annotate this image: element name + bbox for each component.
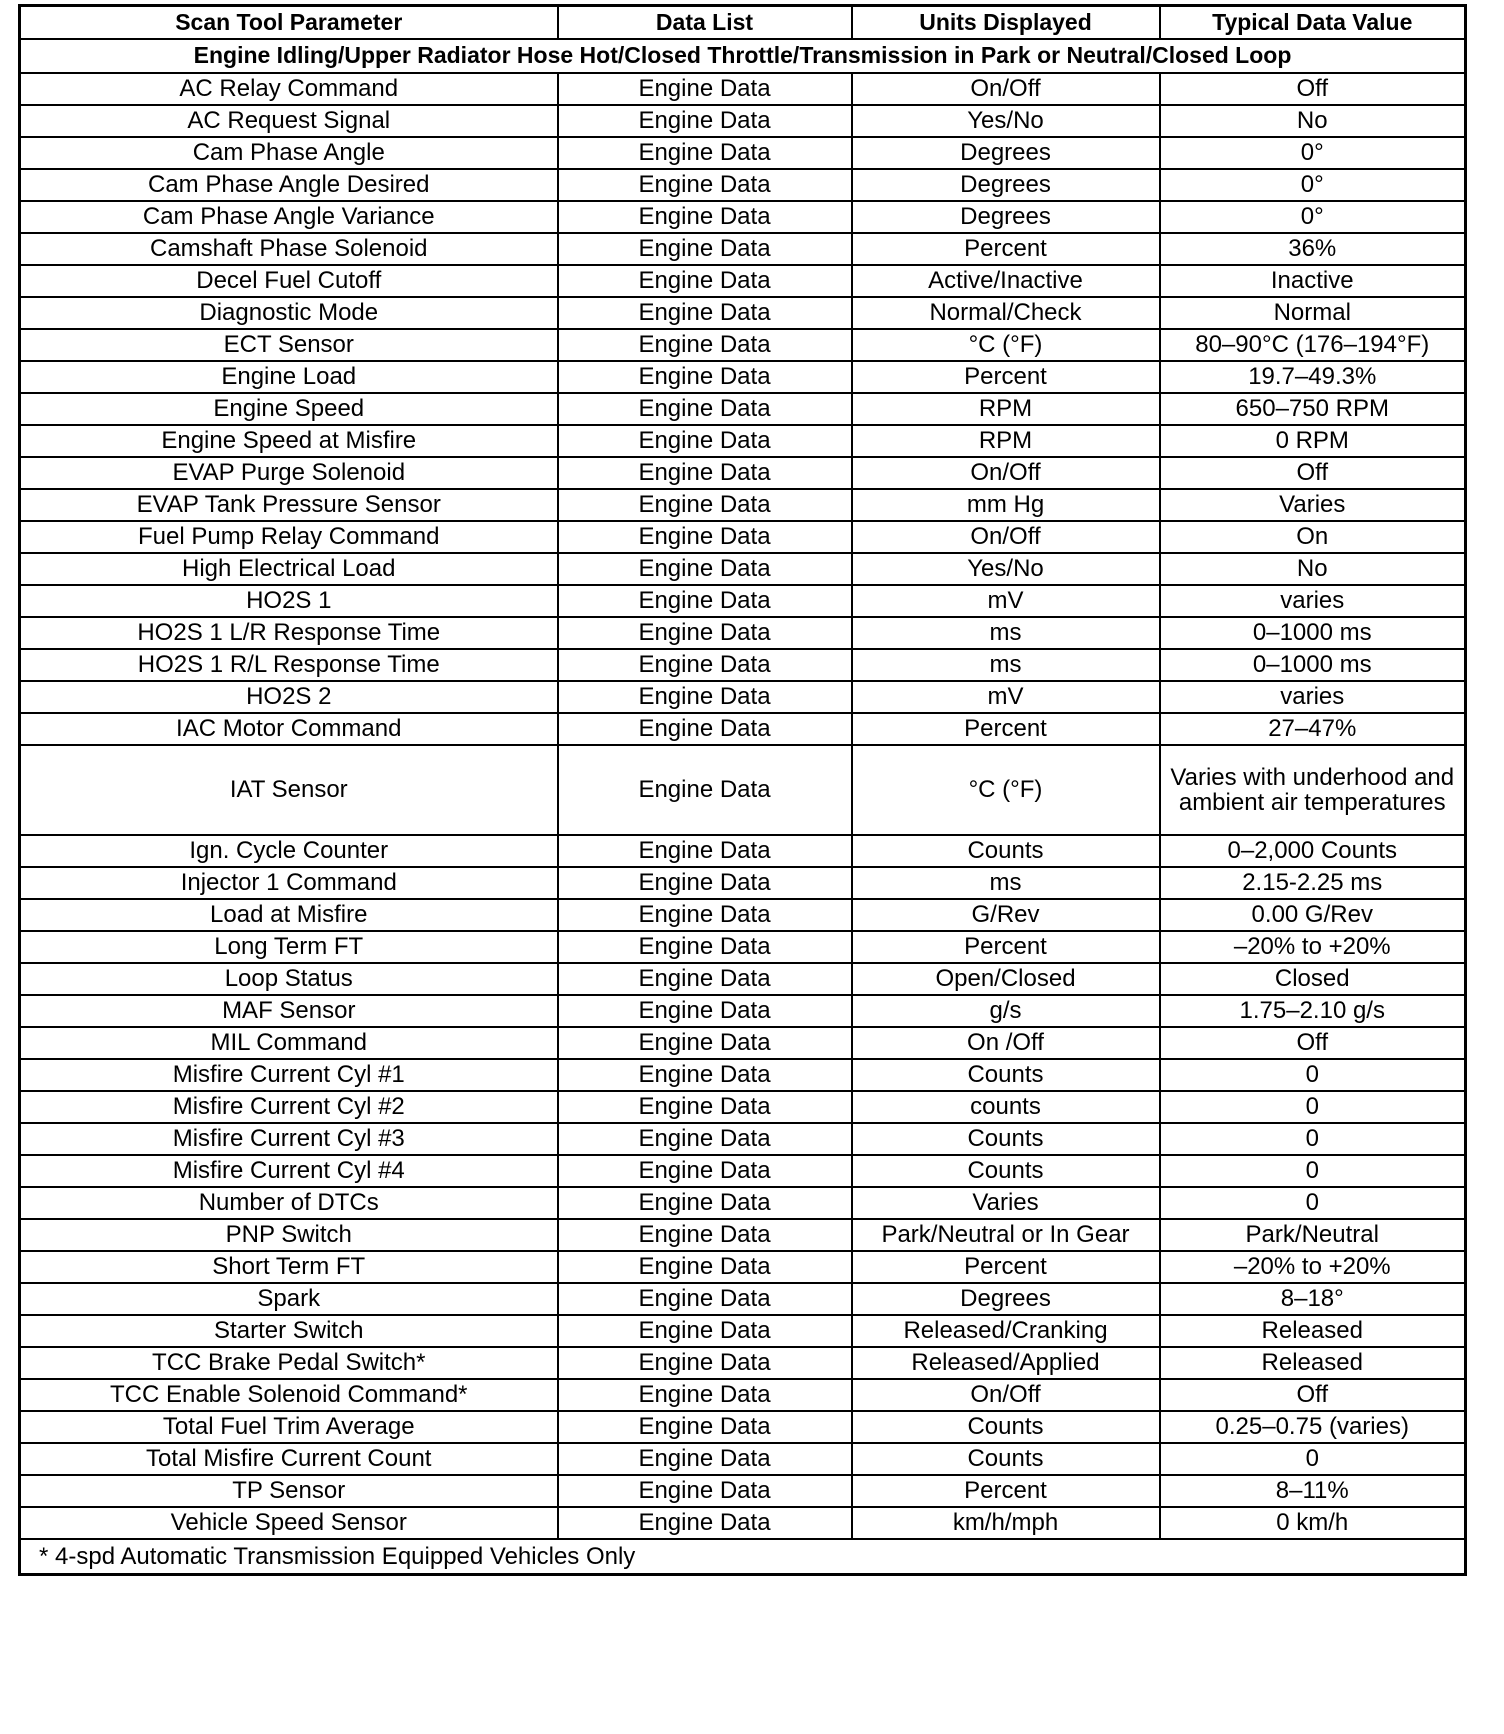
cell-parameter: Fuel Pump Relay Command <box>20 521 558 553</box>
cell-units: mV <box>852 681 1160 713</box>
table-row <box>20 201 1466 233</box>
cell-parameter: Starter Switch <box>20 1315 558 1347</box>
cell-units: Percent <box>852 931 1160 963</box>
table-row <box>20 713 1466 745</box>
cell-typical-value: 650–750 RPM <box>1160 393 1466 425</box>
cell-data-list: Engine Data <box>558 1475 852 1507</box>
cell-data-list: Engine Data <box>558 1219 852 1251</box>
cell-typical-value: Off <box>1160 1379 1466 1411</box>
table-row <box>20 649 1466 681</box>
cell-units: km/h/mph <box>852 1507 1160 1539</box>
cell-units: On /Off <box>852 1027 1160 1059</box>
cell-parameter: ECT Sensor <box>20 329 558 361</box>
cell-data-list: Engine Data <box>558 745 852 835</box>
cell-units: mm Hg <box>852 489 1160 521</box>
cell-typical-value: Released <box>1160 1347 1466 1379</box>
cell-units: mV <box>852 585 1160 617</box>
cell-typical-value: varies <box>1160 585 1466 617</box>
cell-units: Open/Closed <box>852 963 1160 995</box>
table-row <box>20 1475 1466 1507</box>
cell-typical-value: Inactive <box>1160 265 1466 297</box>
table-row <box>20 1059 1466 1091</box>
cell-units: On/Off <box>852 73 1160 105</box>
cell-parameter: Total Misfire Current Count <box>20 1443 558 1475</box>
cell-units: Percent <box>852 233 1160 265</box>
cell-typical-value: 0.25–0.75 (varies) <box>1160 1411 1466 1443</box>
header-typical-value: Typical Data Value <box>1160 6 1466 39</box>
cell-typical-value: varies <box>1160 681 1466 713</box>
table-row <box>20 1507 1466 1539</box>
cell-units: Counts <box>852 1123 1160 1155</box>
table-row <box>20 1379 1466 1411</box>
cell-parameter: EVAP Purge Solenoid <box>20 457 558 489</box>
cell-units: g/s <box>852 995 1160 1027</box>
cell-parameter: HO2S 1 <box>20 585 558 617</box>
cell-data-list: Engine Data <box>558 521 852 553</box>
cell-data-list: Engine Data <box>558 265 852 297</box>
cell-units: ms <box>852 617 1160 649</box>
cell-typical-value: 0–2,000 Counts <box>1160 835 1466 867</box>
cell-units: Yes/No <box>852 105 1160 137</box>
cell-parameter: AC Request Signal <box>20 105 558 137</box>
footnote-text: * 4-spd Automatic Transmission Equipped Vehicles Only <box>20 1539 1466 1575</box>
table-row <box>20 1027 1466 1059</box>
cell-parameter: Misfire Current Cyl #3 <box>20 1123 558 1155</box>
cell-typical-value: Released <box>1160 1315 1466 1347</box>
cell-typical-value: 0–1000 ms <box>1160 649 1466 681</box>
cell-units: Varies <box>852 1187 1160 1219</box>
table-row <box>20 617 1466 649</box>
table-row <box>20 1123 1466 1155</box>
cell-data-list: Engine Data <box>558 1091 852 1123</box>
cell-parameter: EVAP Tank Pressure Sensor <box>20 489 558 521</box>
cell-parameter: TCC Brake Pedal Switch* <box>20 1347 558 1379</box>
cell-typical-value: 0 <box>1160 1123 1466 1155</box>
cell-parameter: Injector 1 Command <box>20 867 558 899</box>
cell-typical-value: 8–11% <box>1160 1475 1466 1507</box>
cell-typical-value: 0° <box>1160 169 1466 201</box>
cell-typical-value: Off <box>1160 73 1466 105</box>
table-row <box>20 1283 1466 1315</box>
cell-units: ms <box>852 649 1160 681</box>
cell-data-list: Engine Data <box>558 489 852 521</box>
cell-parameter: AC Relay Command <box>20 73 558 105</box>
cell-units: Released/Applied <box>852 1347 1160 1379</box>
cell-parameter: Engine Speed <box>20 393 558 425</box>
cell-units: Degrees <box>852 169 1160 201</box>
cell-data-list: Engine Data <box>558 329 852 361</box>
cell-typical-value: 80–90°C (176–194°F) <box>1160 329 1466 361</box>
cell-typical-value: Closed <box>1160 963 1466 995</box>
cell-typical-value: 27–47% <box>1160 713 1466 745</box>
cell-parameter: Engine Speed at Misfire <box>20 425 558 457</box>
table-row <box>20 329 1466 361</box>
cell-data-list: Engine Data <box>558 1347 852 1379</box>
cell-parameter: Misfire Current Cyl #4 <box>20 1155 558 1187</box>
cell-data-list: Engine Data <box>558 585 852 617</box>
footnote-row <box>20 1539 1466 1575</box>
cell-data-list: Engine Data <box>558 1283 852 1315</box>
table-row <box>20 681 1466 713</box>
cell-parameter: IAC Motor Command <box>20 713 558 745</box>
cell-units: On/Off <box>852 1379 1160 1411</box>
cell-units: Degrees <box>852 201 1160 233</box>
cell-data-list: Engine Data <box>558 899 852 931</box>
cell-units: Counts <box>852 835 1160 867</box>
table-row <box>20 233 1466 265</box>
cell-data-list: Engine Data <box>558 995 852 1027</box>
cell-data-list: Engine Data <box>558 835 852 867</box>
table-row <box>20 137 1466 169</box>
cell-typical-value: Park/Neutral <box>1160 1219 1466 1251</box>
table-row <box>20 393 1466 425</box>
cell-parameter: MAF Sensor <box>20 995 558 1027</box>
cell-parameter: Loop Status <box>20 963 558 995</box>
table-row <box>20 1187 1466 1219</box>
table-row <box>20 1347 1466 1379</box>
table-row <box>20 425 1466 457</box>
table-row <box>20 867 1466 899</box>
cell-parameter: Short Term FT <box>20 1251 558 1283</box>
cell-parameter: IAT Sensor <box>20 745 558 835</box>
cell-parameter: Cam Phase Angle Desired <box>20 169 558 201</box>
cell-data-list: Engine Data <box>558 169 852 201</box>
table-row <box>20 963 1466 995</box>
cell-parameter: HO2S 1 L/R Response Time <box>20 617 558 649</box>
cell-typical-value: 0 <box>1160 1155 1466 1187</box>
cell-units: RPM <box>852 425 1160 457</box>
cell-typical-value: 1.75–2.10 g/s <box>1160 995 1466 1027</box>
cell-data-list: Engine Data <box>558 1411 852 1443</box>
table-row <box>20 1315 1466 1347</box>
cell-parameter: Vehicle Speed Sensor <box>20 1507 558 1539</box>
cell-units: On/Off <box>852 457 1160 489</box>
scan-tool-data-table <box>18 4 1467 1576</box>
cell-data-list: Engine Data <box>558 201 852 233</box>
cell-units: RPM <box>852 393 1160 425</box>
table-row <box>20 361 1466 393</box>
cell-data-list: Engine Data <box>558 1315 852 1347</box>
cell-units: Percent <box>852 1475 1160 1507</box>
cell-units: G/Rev <box>852 899 1160 931</box>
cell-parameter: HO2S 2 <box>20 681 558 713</box>
cell-units: Percent <box>852 361 1160 393</box>
table-row <box>20 585 1466 617</box>
cell-data-list: Engine Data <box>558 649 852 681</box>
table-row <box>20 1411 1466 1443</box>
table-row <box>20 1091 1466 1123</box>
cell-parameter: MIL Command <box>20 1027 558 1059</box>
cell-typical-value: Off <box>1160 457 1466 489</box>
table-row <box>20 835 1466 867</box>
cell-typical-value: 0.00 G/Rev <box>1160 899 1466 931</box>
scan-tool-data-sheet <box>18 4 1464 1576</box>
table-row <box>20 553 1466 585</box>
cell-parameter: PNP Switch <box>20 1219 558 1251</box>
cell-parameter: Misfire Current Cyl #1 <box>20 1059 558 1091</box>
cell-units: Active/Inactive <box>852 265 1160 297</box>
cell-data-list: Engine Data <box>558 931 852 963</box>
table-row <box>20 169 1466 201</box>
cell-units: Percent <box>852 713 1160 745</box>
cell-units: Degrees <box>852 137 1160 169</box>
table-row <box>20 1155 1466 1187</box>
cell-units: Degrees <box>852 1283 1160 1315</box>
cell-data-list: Engine Data <box>558 297 852 329</box>
cell-data-list: Engine Data <box>558 1251 852 1283</box>
cell-units: Percent <box>852 1251 1160 1283</box>
table-row <box>20 1251 1466 1283</box>
cell-units: °C (°F) <box>852 329 1160 361</box>
cell-data-list: Engine Data <box>558 963 852 995</box>
cell-typical-value: On <box>1160 521 1466 553</box>
cell-typical-value: 0 <box>1160 1059 1466 1091</box>
table-row <box>20 489 1466 521</box>
table-row <box>20 297 1466 329</box>
cell-parameter: Misfire Current Cyl #2 <box>20 1091 558 1123</box>
condition-text: Engine Idling/Upper Radiator Hose Hot/Closed Throttle/Transmission in Park or Neutral/Closed Loop <box>20 39 1466 73</box>
cell-parameter: TP Sensor <box>20 1475 558 1507</box>
cell-typical-value: Varies <box>1160 489 1466 521</box>
cell-typical-value: Normal <box>1160 297 1466 329</box>
cell-typical-value: Off <box>1160 1027 1466 1059</box>
cell-parameter: Cam Phase Angle Variance <box>20 201 558 233</box>
cell-units: °C (°F) <box>852 745 1160 835</box>
cell-typical-value: 0 <box>1160 1091 1466 1123</box>
cell-parameter: Total Fuel Trim Average <box>20 1411 558 1443</box>
cell-parameter: Long Term FT <box>20 931 558 963</box>
header-row <box>20 6 1466 39</box>
table-row <box>20 521 1466 553</box>
cell-parameter: Diagnostic Mode <box>20 297 558 329</box>
cell-typical-value: 0 km/h <box>1160 1507 1466 1539</box>
cell-units: counts <box>852 1091 1160 1123</box>
cell-data-list: Engine Data <box>558 137 852 169</box>
table-row <box>20 931 1466 963</box>
cell-data-list: Engine Data <box>558 1187 852 1219</box>
cell-typical-value: 0 <box>1160 1443 1466 1475</box>
cell-units: Counts <box>852 1411 1160 1443</box>
cell-data-list: Engine Data <box>558 361 852 393</box>
cell-data-list: Engine Data <box>558 233 852 265</box>
cell-units: On/Off <box>852 521 1160 553</box>
table-row <box>20 995 1466 1027</box>
table-row <box>20 1443 1466 1475</box>
cell-typical-value: 0° <box>1160 137 1466 169</box>
header-data-list: Data List <box>558 6 852 39</box>
cell-parameter: Engine Load <box>20 361 558 393</box>
header-units: Units Displayed <box>852 6 1160 39</box>
header-parameter: Scan Tool Parameter <box>20 6 558 39</box>
cell-typical-value: 19.7–49.3% <box>1160 361 1466 393</box>
cell-parameter: Spark <box>20 1283 558 1315</box>
cell-data-list: Engine Data <box>558 1507 852 1539</box>
condition-row <box>20 39 1466 73</box>
cell-parameter: TCC Enable Solenoid Command* <box>20 1379 558 1411</box>
cell-units: Normal/Check <box>852 297 1160 329</box>
cell-data-list: Engine Data <box>558 105 852 137</box>
cell-typical-value: 8–18° <box>1160 1283 1466 1315</box>
cell-units: Park/Neutral or In Gear <box>852 1219 1160 1251</box>
cell-typical-value: 2.15-2.25 ms <box>1160 867 1466 899</box>
cell-parameter: Decel Fuel Cutoff <box>20 265 558 297</box>
cell-data-list: Engine Data <box>558 457 852 489</box>
cell-typical-value: Varies with underhood and ambient air temperatures <box>1160 745 1466 835</box>
cell-typical-value: –20% to +20% <box>1160 1251 1466 1283</box>
table-row <box>20 105 1466 137</box>
cell-parameter: Number of DTCs <box>20 1187 558 1219</box>
table-row <box>20 899 1466 931</box>
cell-parameter: High Electrical Load <box>20 553 558 585</box>
cell-data-list: Engine Data <box>558 393 852 425</box>
cell-data-list: Engine Data <box>558 1123 852 1155</box>
cell-units: Counts <box>852 1155 1160 1187</box>
cell-typical-value: 0–1000 ms <box>1160 617 1466 649</box>
cell-units: Counts <box>852 1443 1160 1475</box>
cell-data-list: Engine Data <box>558 1059 852 1091</box>
cell-typical-value: No <box>1160 553 1466 585</box>
cell-units: Released/Cranking <box>852 1315 1160 1347</box>
cell-typical-value: –20% to +20% <box>1160 931 1466 963</box>
cell-data-list: Engine Data <box>558 617 852 649</box>
cell-units: Counts <box>852 1059 1160 1091</box>
cell-units: Yes/No <box>852 553 1160 585</box>
cell-typical-value: 36% <box>1160 233 1466 265</box>
cell-data-list: Engine Data <box>558 553 852 585</box>
cell-parameter: Load at Misfire <box>20 899 558 931</box>
cell-parameter: Camshaft Phase Solenoid <box>20 233 558 265</box>
cell-data-list: Engine Data <box>558 1027 852 1059</box>
cell-data-list: Engine Data <box>558 681 852 713</box>
cell-data-list: Engine Data <box>558 867 852 899</box>
cell-typical-value: No <box>1160 105 1466 137</box>
cell-data-list: Engine Data <box>558 425 852 457</box>
table-row <box>20 1219 1466 1251</box>
cell-typical-value: 0° <box>1160 201 1466 233</box>
cell-data-list: Engine Data <box>558 1443 852 1475</box>
table-row <box>20 457 1466 489</box>
cell-units: ms <box>852 867 1160 899</box>
cell-data-list: Engine Data <box>558 713 852 745</box>
cell-data-list: Engine Data <box>558 1379 852 1411</box>
table-row <box>20 745 1466 835</box>
cell-data-list: Engine Data <box>558 73 852 105</box>
table-row <box>20 73 1466 105</box>
cell-data-list: Engine Data <box>558 1155 852 1187</box>
cell-typical-value: 0 RPM <box>1160 425 1466 457</box>
table-row <box>20 265 1466 297</box>
cell-parameter: Cam Phase Angle <box>20 137 558 169</box>
cell-parameter: HO2S 1 R/L Response Time <box>20 649 558 681</box>
cell-typical-value: 0 <box>1160 1187 1466 1219</box>
cell-parameter: Ign. Cycle Counter <box>20 835 558 867</box>
